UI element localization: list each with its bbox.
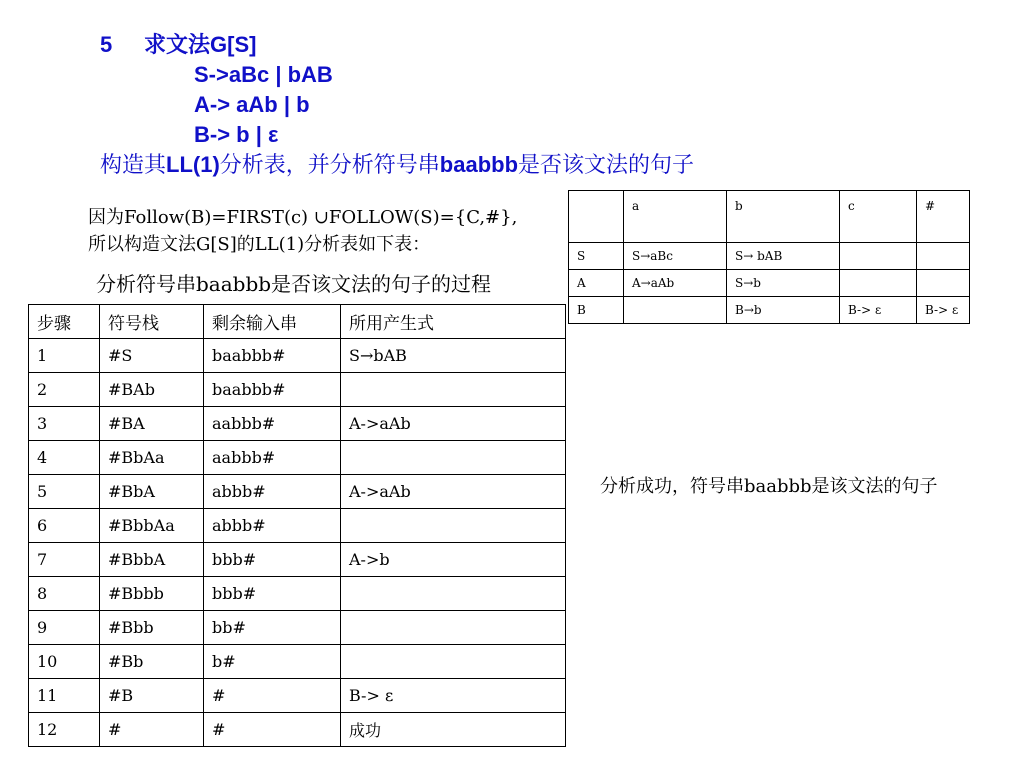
ll1-header-cell: a xyxy=(624,191,727,243)
steps-cell: aabbb# xyxy=(204,441,341,475)
ll1-cell: S→aBc xyxy=(624,243,727,270)
task-prefix: 构造其 xyxy=(100,152,167,177)
ll1-header-cell xyxy=(569,191,624,243)
steps-cell: abbb# xyxy=(204,475,341,509)
steps-cell: aabbb# xyxy=(204,407,341,441)
steps-cell: #Bb xyxy=(100,645,204,679)
problem-number: 5 xyxy=(100,32,113,57)
analysis-steps-table xyxy=(28,304,566,747)
explanation-line-2: 所以构造文法G[S]的LL(1)分析表如下表： xyxy=(88,234,431,255)
steps-cell: A->b xyxy=(341,543,566,577)
steps-cell: 8 xyxy=(29,577,100,611)
steps-cell: 6 xyxy=(29,509,100,543)
steps-cell: B-> ε xyxy=(341,679,566,713)
steps-cell xyxy=(341,373,566,407)
task-string: baabbb xyxy=(439,152,519,177)
steps-row xyxy=(29,543,566,577)
task-suffix: 是否该文法的句子 xyxy=(518,152,695,177)
steps-cell: baabbb# xyxy=(204,373,341,407)
ll1-cell: S→ bAB xyxy=(727,243,840,270)
explanation xyxy=(88,204,517,258)
ll1-row xyxy=(569,243,970,270)
steps-row xyxy=(29,373,566,407)
ll1-cell xyxy=(917,243,970,270)
steps-cell: bbb# xyxy=(204,543,341,577)
steps-cell: 2 xyxy=(29,373,100,407)
problem-heading xyxy=(100,30,694,180)
steps-cell xyxy=(341,441,566,475)
steps-cell: 7 xyxy=(29,543,100,577)
steps-cell: #BA xyxy=(100,407,204,441)
steps-header-cell: 步骤 xyxy=(29,305,100,339)
steps-header-row xyxy=(29,305,566,339)
steps-cell: 成功 xyxy=(341,713,566,747)
problem-title: 求文法G[S] xyxy=(144,32,257,57)
grammar-rule-a: A-> aAb | b xyxy=(194,92,310,117)
steps-cell: #BbAa xyxy=(100,441,204,475)
ll1-cell xyxy=(840,270,917,297)
ll1-cell xyxy=(840,243,917,270)
steps-row xyxy=(29,713,566,747)
steps-cell: 5 xyxy=(29,475,100,509)
steps-cell xyxy=(341,509,566,543)
problem-title-line xyxy=(100,30,694,60)
steps-row xyxy=(29,679,566,713)
steps-cell: 10 xyxy=(29,645,100,679)
steps-cell: # xyxy=(100,713,204,747)
steps-cell: # xyxy=(204,713,341,747)
steps-row xyxy=(29,407,566,441)
ll1-cell xyxy=(917,270,970,297)
steps-cell: #BbA xyxy=(100,475,204,509)
steps-row xyxy=(29,577,566,611)
ll1-header-row xyxy=(569,191,970,243)
ll1-cell xyxy=(624,297,727,324)
ll1-cell: S xyxy=(569,243,624,270)
ll1-cell: B-> ε xyxy=(840,297,917,324)
steps-cell: b# xyxy=(204,645,341,679)
steps-cell: 3 xyxy=(29,407,100,441)
ll1-cell: A xyxy=(569,270,624,297)
steps-cell: #Bbbb xyxy=(100,577,204,611)
steps-cell: # xyxy=(204,679,341,713)
ll1-header-cell: # xyxy=(917,191,970,243)
steps-cell: 4 xyxy=(29,441,100,475)
task-ll1: LL(1) xyxy=(166,152,220,177)
steps-row xyxy=(29,441,566,475)
steps-cell: #BAb xyxy=(100,373,204,407)
task-statement xyxy=(100,150,694,180)
steps-cell: #S xyxy=(100,339,204,373)
steps-cell: #BbbAa xyxy=(100,509,204,543)
steps-cell: #Bbb xyxy=(100,611,204,645)
grammar-rule-s: S->aBc | bAB xyxy=(194,62,333,87)
steps-row xyxy=(29,339,566,373)
steps-row xyxy=(29,645,566,679)
steps-cell: 11 xyxy=(29,679,100,713)
steps-cell: 9 xyxy=(29,611,100,645)
grammar-rule-b: B-> b | ε xyxy=(194,122,279,147)
steps-cell xyxy=(341,645,566,679)
ll1-cell: B→b xyxy=(727,297,840,324)
steps-cell: bbb# xyxy=(204,577,341,611)
steps-header-cell: 剩余输入串 xyxy=(204,305,341,339)
steps-cell: A->aAb xyxy=(341,407,566,441)
steps-cell: #B xyxy=(100,679,204,713)
ll1-header-cell: b xyxy=(727,191,840,243)
steps-cell: #BbbA xyxy=(100,543,204,577)
steps-cell: baabbb# xyxy=(204,339,341,373)
steps-cell: bb# xyxy=(204,611,341,645)
steps-cell: 1 xyxy=(29,339,100,373)
explanation-line-1: 因为Follow(B)=FIRST(c) ∪FOLLOW(S)={C,#}, xyxy=(88,207,518,228)
steps-cell: A->aAb xyxy=(341,475,566,509)
ll1-row xyxy=(569,297,970,324)
steps-cell xyxy=(341,577,566,611)
steps-cell: 12 xyxy=(29,713,100,747)
ll1-cell: B-> ε xyxy=(917,297,970,324)
steps-header-cell: 符号栈 xyxy=(100,305,204,339)
ll1-parse-table xyxy=(568,190,970,324)
steps-header-cell: 所用产生式 xyxy=(341,305,566,339)
ll1-cell: B xyxy=(569,297,624,324)
task-mid: 分析表，并分析符号串 xyxy=(219,152,440,177)
ll1-cell: S→b xyxy=(727,270,840,297)
steps-row xyxy=(29,509,566,543)
conclusion-text: 分析成功，符号串baabbb是该文法的句子 xyxy=(600,476,938,497)
steps-row xyxy=(29,475,566,509)
steps-cell: S→bAB xyxy=(341,339,566,373)
steps-cell: abbb# xyxy=(204,509,341,543)
ll1-header-cell: c xyxy=(840,191,917,243)
ll1-row xyxy=(569,270,970,297)
steps-cell xyxy=(341,611,566,645)
steps-row xyxy=(29,611,566,645)
process-title: 分析符号串baabbb是否该文法的句子的过程 xyxy=(96,272,492,296)
ll1-cell: A→aAb xyxy=(624,270,727,297)
